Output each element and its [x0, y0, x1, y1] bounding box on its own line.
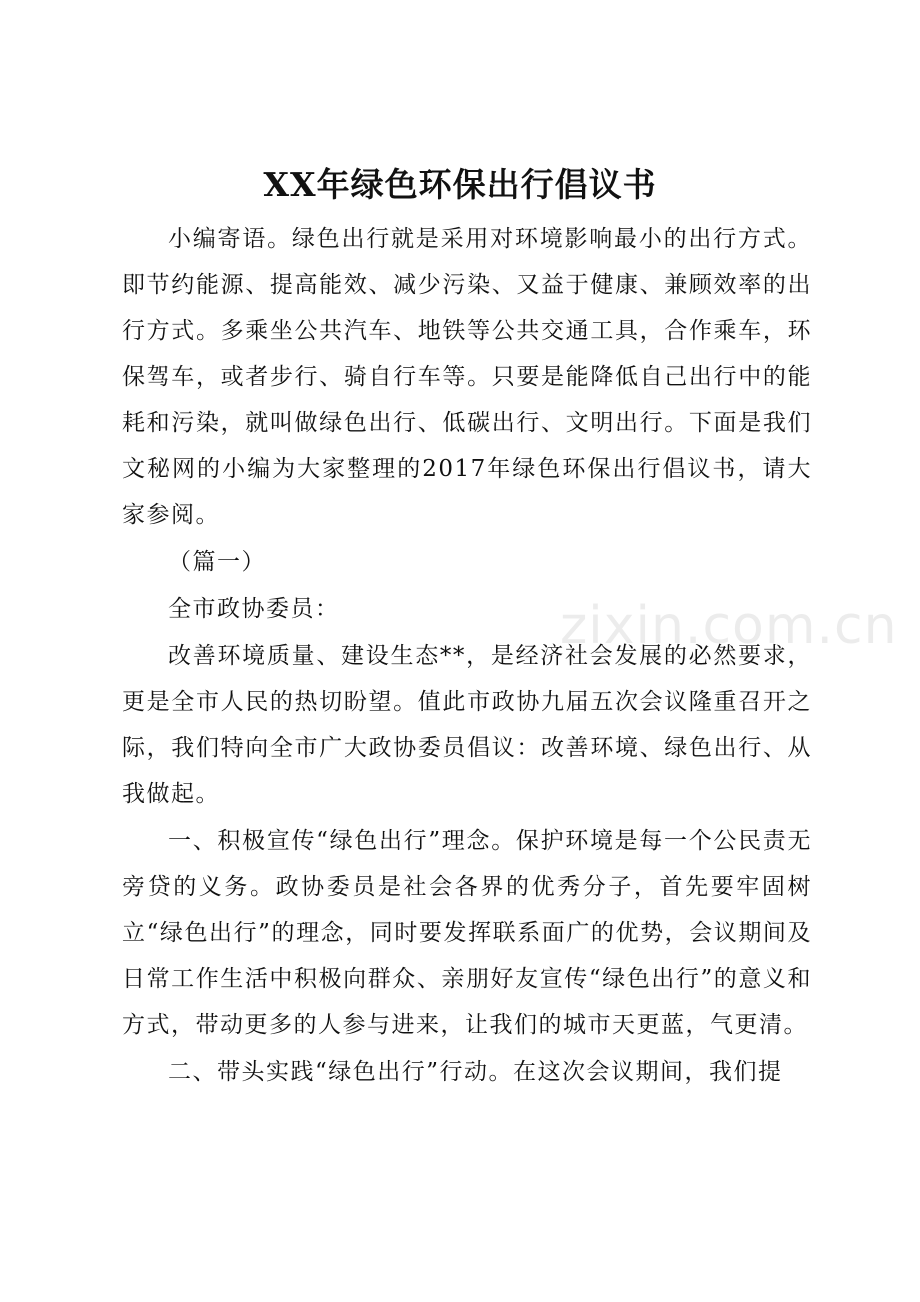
document-body — [122, 216, 812, 1095]
paragraph-section-label: （篇一） — [168, 549, 266, 575]
paragraph-opening: 改善环境质量、建设生态**，是经济社会发展的必然要求，更是全市人民的热切盼望。值此市政协九届五次会议隆重召开之际，我们特向全市广大政协委员倡议：改善环境、绿色出行、从我做起。 — [122, 643, 812, 807]
document-title: XX年绿色环保出行倡议书 — [263, 165, 657, 204]
watermark-text: zixin.com.cn — [560, 596, 898, 656]
paragraph-intro: 小编寄语。绿色出行就是采用对环境影响最小的出行方式。即节约能源、提高能效、减少污染、又益于健康、兼顾效率的出行方式。多乘坐公共汽车、地铁等公共交通工具，合作乘车，环保驾车，或者步行、骑自行车等。只要是能降低自己出行中的能耗和污染，就叫做绿色出行、低碳出行、文明出行。下面是我们文秘网的小编为大家整理的2017年绿色环保出行倡议书，请大家参阅。 — [122, 226, 812, 528]
paragraph-point-two: 二、带头实践“绿色出行”行动。在这次会议期间，我们提 — [168, 1059, 783, 1085]
paragraph-salutation: 全市政协委员： — [168, 596, 340, 622]
paragraph-point-one: 一、积极宣传“绿色出行”理念。保护环境是每一个公民责无旁贷的义务。政协委员是社会各界的优秀分子，首先要牢固树立“绿色出行”的理念，同时要发挥联系面广的优势，会议期间及日常工作生活中积极向群众、亲朋好友宣传“绿色出行”的意义和方式，带动更多的人参与进来，让我们的城市天更蓝，气更清。 — [122, 828, 812, 1038]
